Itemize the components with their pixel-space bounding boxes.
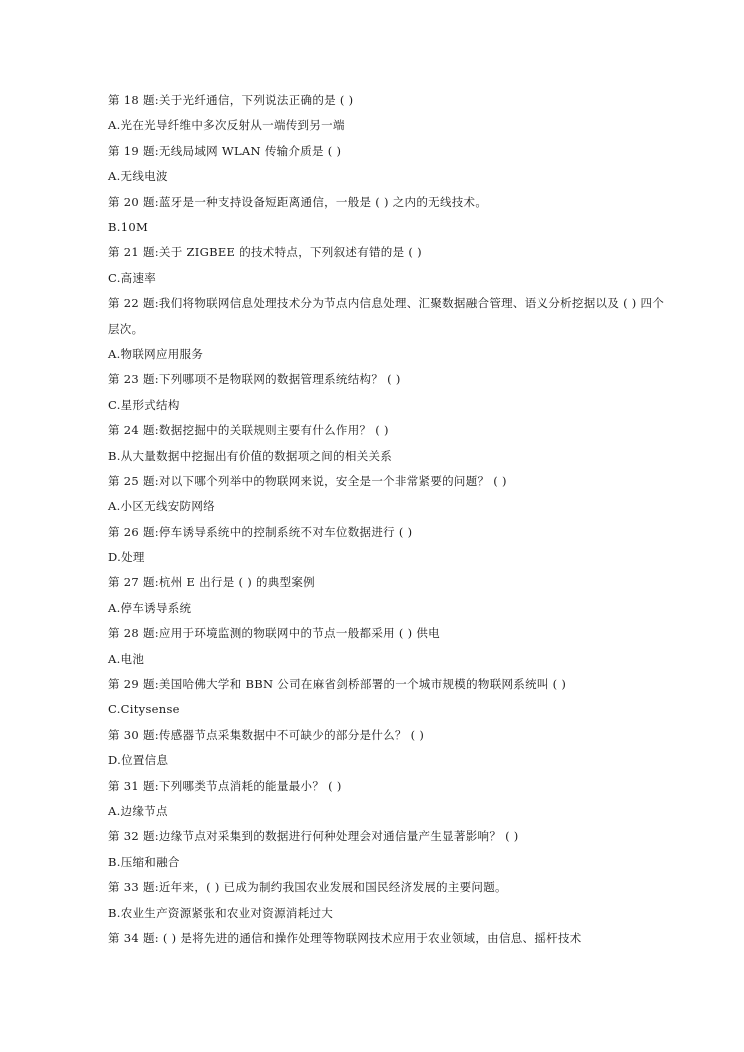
- question-text: 第 31 题:下列哪类节点消耗的能量最小？ ( ): [108, 778, 342, 793]
- question-text: 第 21 题:关于 ZIGBEE 的技术特点，下列叙述有错的是 ( ): [108, 245, 422, 260]
- answer-text: D.处理: [108, 550, 145, 565]
- question-text: 第 30 题:传感器节点采集数据中不可缺少的部分是什么？ ( ): [108, 727, 425, 742]
- question-text: 第 29 题:美国哈佛大学和 BBN 公司在麻省剑桥部署的一个城市规模的物联网系统叫 ( ): [108, 677, 567, 692]
- question-text: 第 28 题:应用于环境监测的物联网中的节点一般都采用 ( ) 供电: [108, 626, 440, 641]
- answer-text: B.农业生产资源紧张和农业对资源消耗过大: [108, 905, 334, 920]
- answer-text: A.电池: [108, 651, 145, 666]
- answer-text: A.无线电波: [108, 169, 168, 184]
- document-page: [108, 88, 668, 951]
- question-text: 第 25 题:对以下哪个列举中的物联网来说，安全是一个非常紧要的问题？ ( ): [108, 473, 507, 488]
- question-text: 第 26 题:停车诱导系统中的控制系统不对车位数据进行 ( ): [108, 524, 413, 539]
- question-text: 第 20 题:蓝牙是一种支持设备短距离通信，一般是 ( ) 之内的无线技术。: [108, 194, 488, 209]
- question-text: 第 19 题:无线局域网 WLAN 传输介质是 ( ): [108, 143, 342, 158]
- answer-text: B.10M: [108, 219, 149, 234]
- answer-text: B.从大量数据中挖掘出有价值的数据项之间的相关关系: [108, 448, 393, 463]
- answer-text: D.位置信息: [108, 753, 169, 768]
- question-text: 第 27 题:杭州 E 出行是 ( ) 的典型案例: [108, 575, 315, 590]
- answer-text: A.光在光导纤维中多次反射从一端传到另一端: [108, 118, 345, 133]
- answer-text: C.Citysense: [108, 702, 180, 717]
- question-text: 第 22 题:我们将物联网信息处理技术分为节点内信息处理、汇聚数据融合管理、语义分析挖据以及 ( ) 四个层次。: [108, 296, 665, 336]
- question-text: 第 24 题:数据挖掘中的关联规则主要有什么作用？ ( ): [108, 423, 389, 438]
- question-text: 第 33 题:近年来，( ) 已成为制约我国农业发展和国民经济发展的主要问题。: [108, 880, 507, 895]
- answer-text: A.停车诱导系统: [108, 600, 192, 615]
- answer-text: A.物联网应用服务: [108, 346, 204, 361]
- answer-text: A.小区无线安防网络: [108, 499, 215, 514]
- question-text: 第 18 题:关于光纤通信，下列说法正确的是 ( ): [108, 93, 354, 107]
- answer-text: C.高速率: [108, 270, 157, 285]
- question-text: 第 34 题: ( ) 是将先进的通信和操作处理等物联网技术应用于农业领域，由信息、摇杆技术: [108, 930, 582, 945]
- answer-text: B.压缩和融合: [108, 854, 180, 869]
- question-text: 第 23 题:下列哪项不是物联网的数据管理系统结构？ ( ): [108, 372, 401, 387]
- question-text: 第 32 题:边缘节点对采集到的数据进行何种处理会对通信量产生显著影响？ ( ): [108, 829, 519, 844]
- answer-text: A.边缘节点: [108, 803, 168, 818]
- answer-text: C.星形式结构: [108, 397, 180, 412]
